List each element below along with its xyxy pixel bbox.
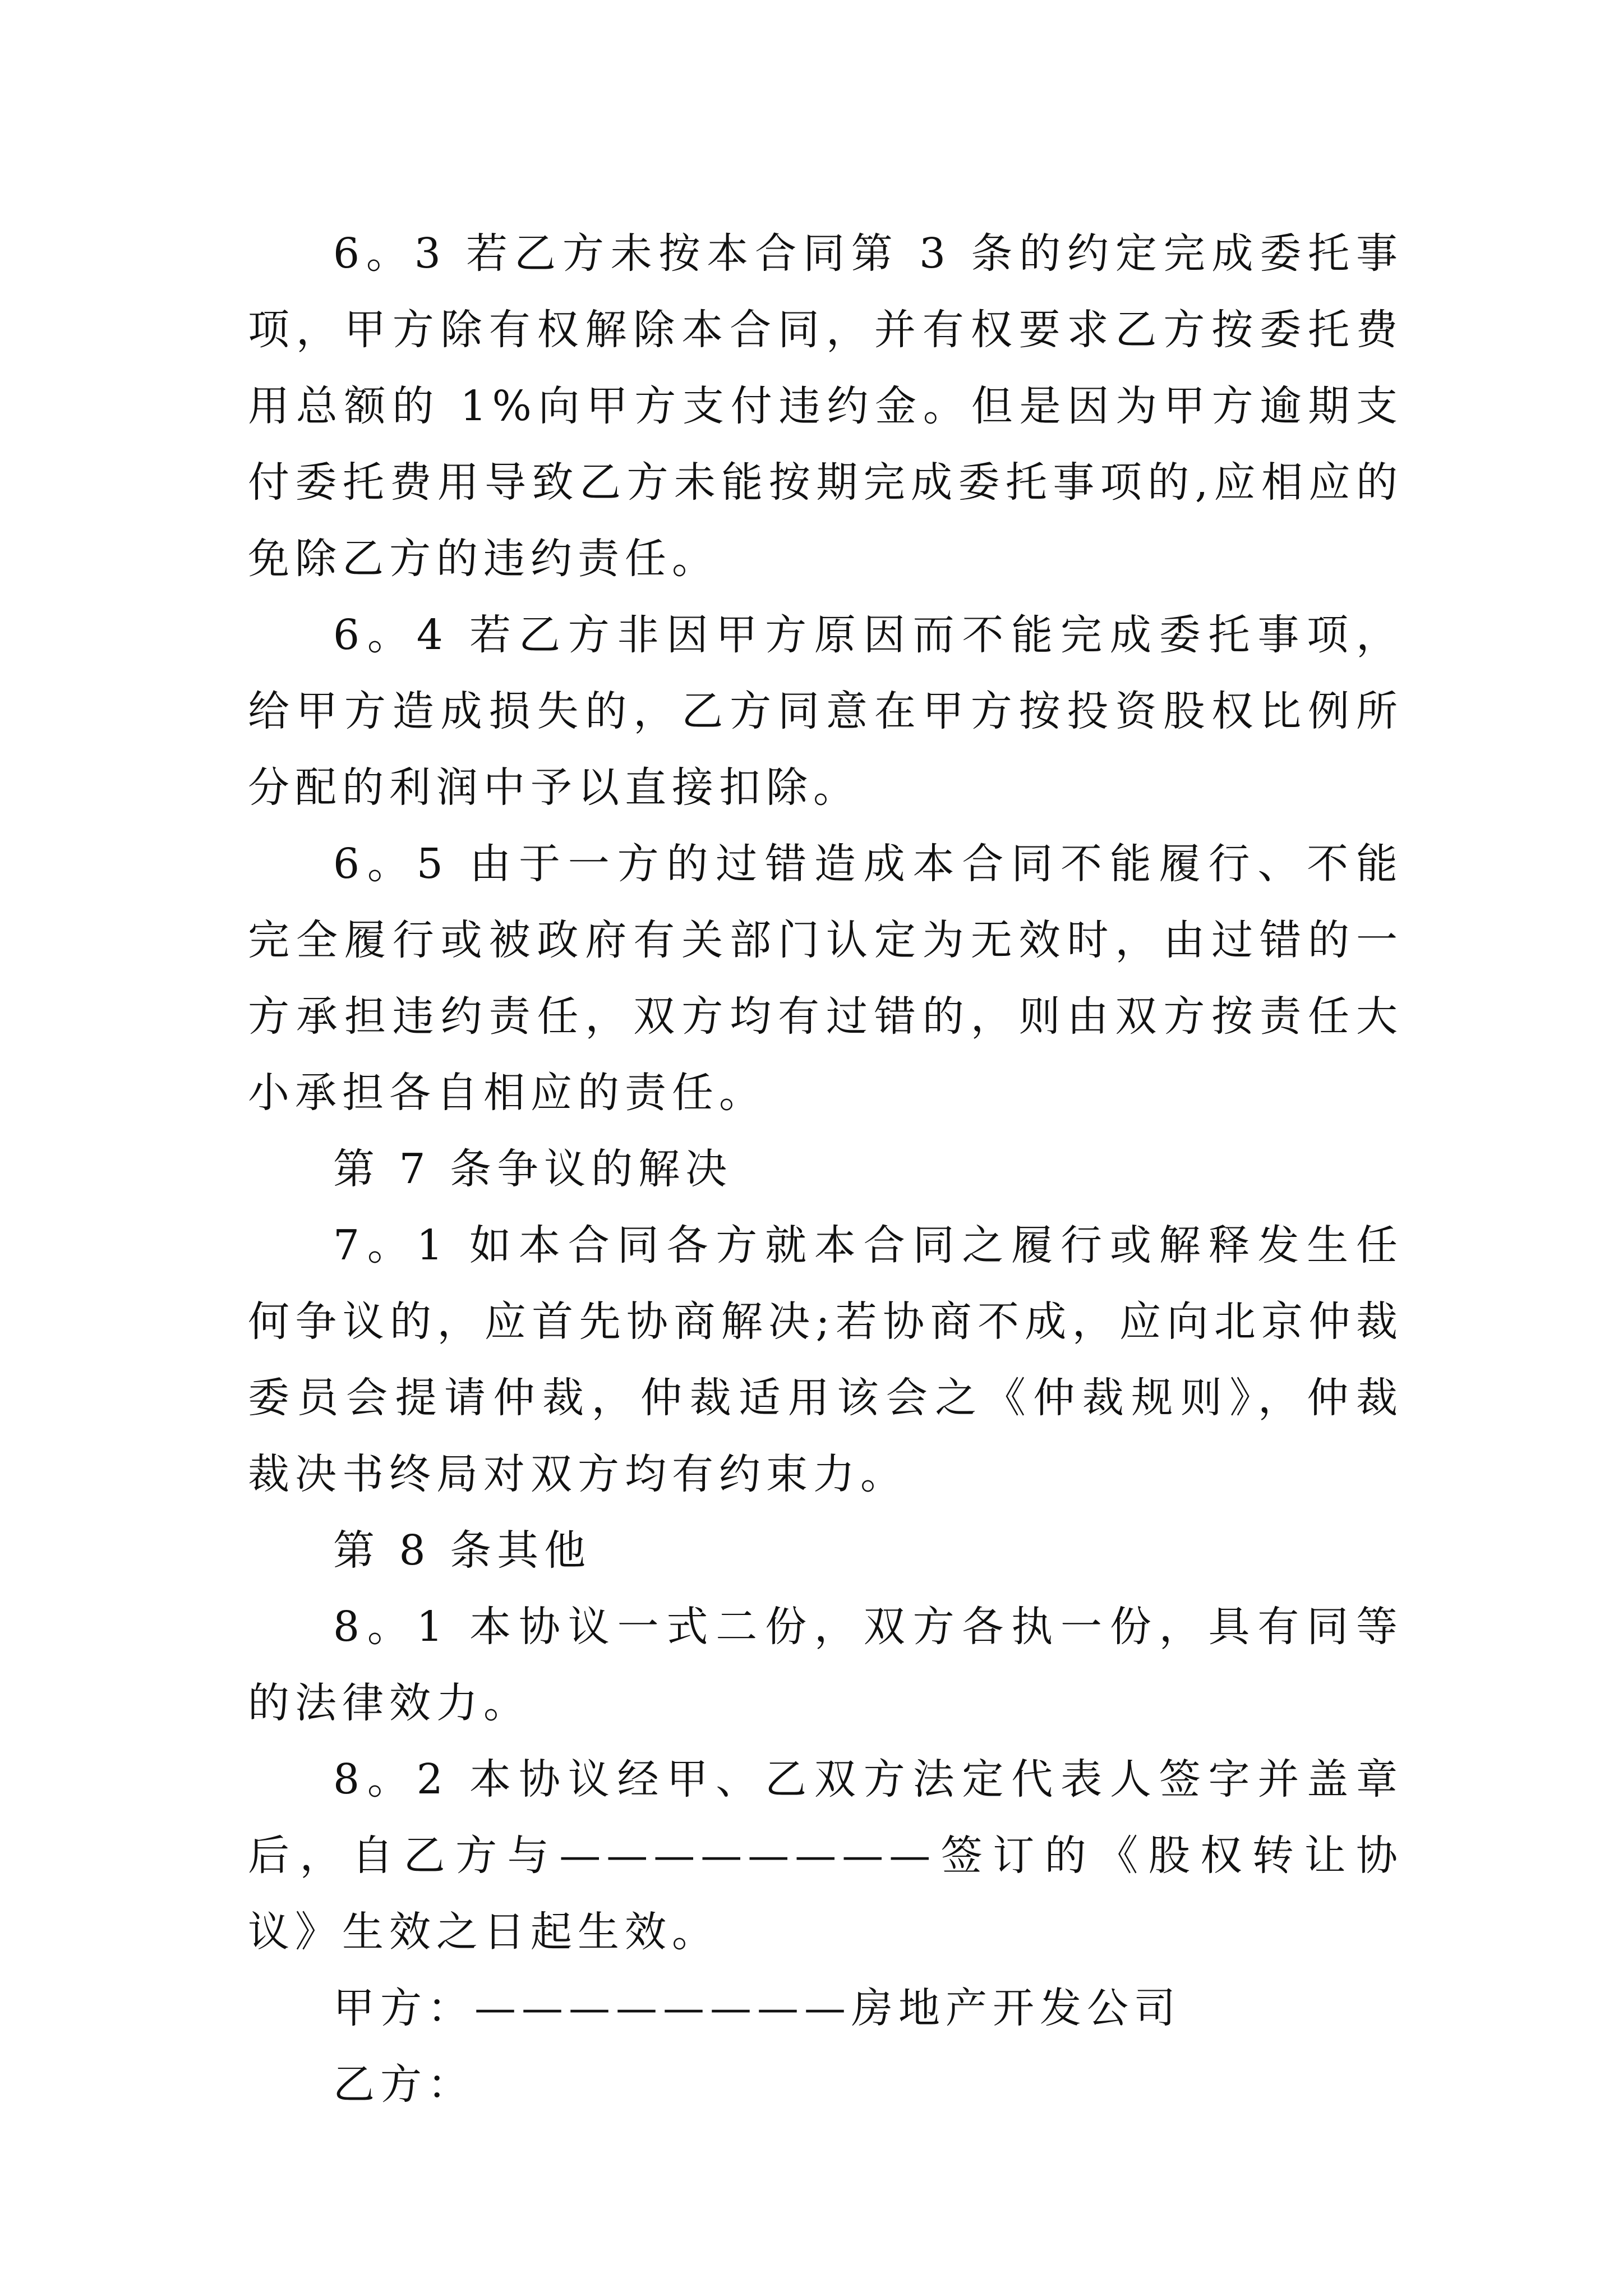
contract-body	[248, 215, 1403, 2123]
clause-8-2: 8。2 本协议经甲、乙双方法定代表人签字并盖章后，自乙方与————————签订的《股权转让协议》生效之日起生效。	[248, 1755, 1403, 1956]
clause-8-1: 8。1 本协议一式二份，双方各执一份，具有同等的法律效力。	[248, 1603, 1403, 1727]
clause-7-1: 7。1 如本合同各方就本合同之履行或解释发生任何争议的，应首先协商解决;若协商不成，应向北京仲裁委员会提请仲裁，仲裁适用该会之《仲裁规则》，仲裁裁决书终局对双方均有约束力。	[248, 1221, 1403, 1498]
article-8-heading: 第 8 条其他	[333, 1526, 592, 1575]
party-a-signature-line: 甲方：————————房地产开发公司	[333, 1984, 1181, 2032]
clause-6-4: 6。4 若乙方非因甲方原因而不能完成委托事项，给甲方造成损失的，乙方同意在甲方按投资股权比例所分配的利润中予以直接扣除。	[248, 611, 1403, 812]
clause-6-3: 6。3 若乙方未按本合同第 3 条的约定完成委托事项，甲方除有权解除本合同，并有权要求乙方按委托费用总额的 1%向甲方支付违约金。但是因为甲方逾期支付委托费用导致乙方未能按期完成委托事项的,应相应的免除乙方的违约责任。	[248, 229, 1403, 583]
article-7-heading: 第 7 条争议的解决	[333, 1145, 733, 1193]
party-b-signature-line: 乙方：	[333, 2060, 474, 2109]
clause-6-5: 6。5 由于一方的过错造成本合同不能履行、不能完全履行或被政府有关部门认定为无效时，由过错的一方承担违约责任，双方均有过错的，则由双方按责任大小承担各自相应的责任。	[248, 840, 1403, 1117]
